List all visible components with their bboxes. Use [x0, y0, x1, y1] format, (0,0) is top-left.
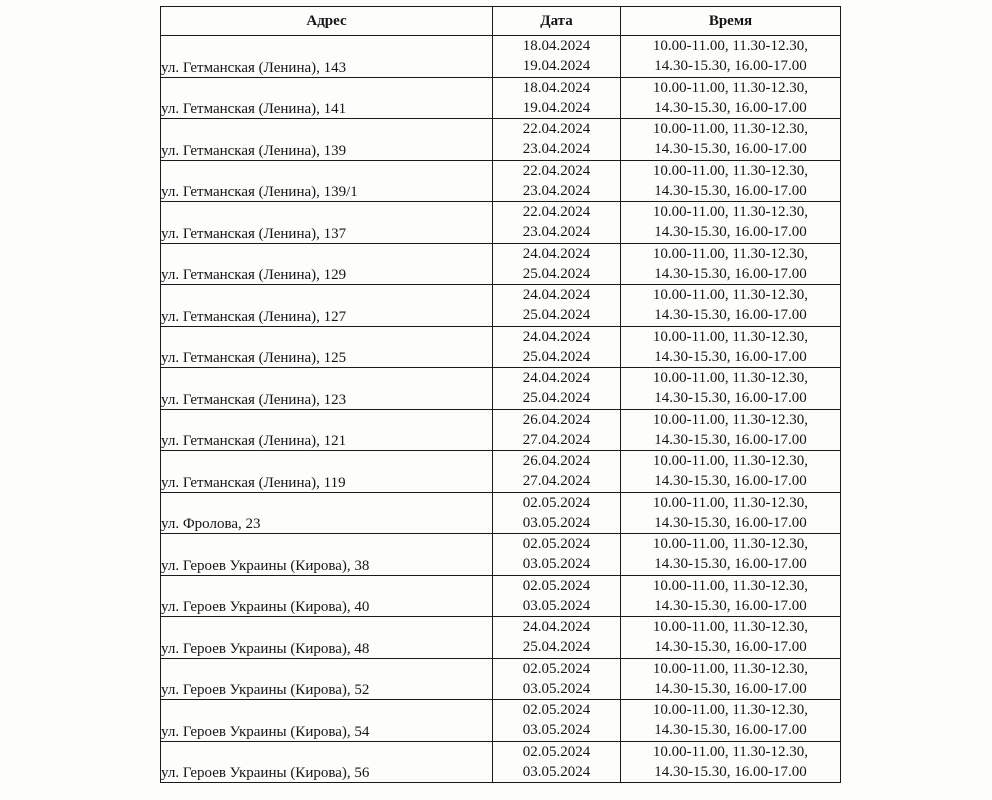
- time-line-first: 10.00-11.00, 11.30-12.30,: [652, 287, 809, 304]
- time-line-second: 14.30-15.30, 16.00-17.00: [654, 514, 807, 531]
- time-line-second: 14.30-15.30, 16.00-17.00: [654, 722, 807, 739]
- time-cell: [621, 409, 841, 451]
- time-cell: [621, 700, 841, 742]
- time-line-second: 14.30-15.30, 16.00-17.00: [654, 348, 807, 365]
- header-date: Дата: [493, 7, 621, 36]
- table-row: [161, 741, 841, 783]
- date-first: 24.04.2024: [522, 287, 591, 304]
- date-first: 26.04.2024: [522, 411, 591, 428]
- time-line-second: 14.30-15.30, 16.00-17.00: [654, 182, 807, 199]
- date-cell: [493, 700, 621, 742]
- table-row: [161, 285, 841, 327]
- schedule-table: [160, 6, 841, 783]
- date-cell: [493, 368, 621, 410]
- date-cell: [493, 160, 621, 202]
- table-row: [161, 77, 841, 119]
- date-second: 25.04.2024: [522, 639, 591, 656]
- time-cell: [621, 492, 841, 534]
- date-second: 27.04.2024: [522, 473, 591, 490]
- time-line-second: 14.30-15.30, 16.00-17.00: [654, 473, 807, 490]
- date-second: 03.05.2024: [522, 680, 591, 697]
- table-row: [161, 243, 841, 285]
- table-row: [161, 202, 841, 244]
- time-line-first: 10.00-11.00, 11.30-12.30,: [652, 370, 809, 387]
- time-line-second: 14.30-15.30, 16.00-17.00: [654, 763, 807, 780]
- time-cell: [621, 741, 841, 783]
- time-line-first: 10.00-11.00, 11.30-12.30,: [652, 411, 809, 428]
- time-cell: [621, 617, 841, 659]
- address-cell: ул. Гетманская (Ленина), 137: [161, 202, 493, 244]
- address-cell: ул. Гетманская (Ленина), 121: [161, 409, 493, 451]
- date-first: 02.05.2024: [522, 702, 591, 719]
- table-row: [161, 700, 841, 742]
- time-line-first: 10.00-11.00, 11.30-12.30,: [652, 328, 809, 345]
- date-second: 23.04.2024: [522, 224, 591, 241]
- date-cell: [493, 326, 621, 368]
- date-cell: [493, 575, 621, 617]
- date-second: 03.05.2024: [522, 556, 591, 573]
- date-cell: [493, 617, 621, 659]
- header-row: [161, 7, 841, 36]
- time-cell: [621, 368, 841, 410]
- table-body: [161, 36, 841, 783]
- date-first: 26.04.2024: [522, 453, 591, 470]
- date-first: 22.04.2024: [522, 121, 591, 138]
- date-second: 03.05.2024: [522, 763, 591, 780]
- date-second: 25.04.2024: [522, 265, 591, 282]
- time-line-second: 14.30-15.30, 16.00-17.00: [654, 58, 807, 75]
- address-cell: ул. Гетманская (Ленина), 139: [161, 119, 493, 161]
- date-second: 23.04.2024: [522, 182, 591, 199]
- date-cell: [493, 285, 621, 327]
- address-cell: ул. Гетманская (Ленина), 123: [161, 368, 493, 410]
- address-cell: ул. Фролова, 23: [161, 492, 493, 534]
- date-second: 19.04.2024: [522, 99, 591, 116]
- time-line-first: 10.00-11.00, 11.30-12.30,: [652, 453, 809, 470]
- time-line-first: 10.00-11.00, 11.30-12.30,: [652, 743, 809, 760]
- date-cell: [493, 119, 621, 161]
- time-line-first: 10.00-11.00, 11.30-12.30,: [652, 121, 809, 138]
- date-first: 18.04.2024: [522, 38, 591, 55]
- time-line-first: 10.00-11.00, 11.30-12.30,: [652, 536, 809, 553]
- date-cell: [493, 36, 621, 78]
- address-cell: ул. Гетманская (Ленина), 129: [161, 243, 493, 285]
- time-line-first: 10.00-11.00, 11.30-12.30,: [652, 38, 809, 55]
- address-cell: ул. Героев Украины (Кирова), 38: [161, 534, 493, 576]
- time-cell: [621, 160, 841, 202]
- time-line-first: 10.00-11.00, 11.30-12.30,: [652, 494, 809, 511]
- date-first: 24.04.2024: [522, 328, 591, 345]
- date-second: 27.04.2024: [522, 431, 591, 448]
- date-second: 23.04.2024: [522, 141, 591, 158]
- time-line-first: 10.00-11.00, 11.30-12.30,: [652, 79, 809, 96]
- date-second: 03.05.2024: [522, 597, 591, 614]
- table-row: [161, 492, 841, 534]
- time-cell: [621, 36, 841, 78]
- date-second: 19.04.2024: [522, 58, 591, 75]
- date-second: 03.05.2024: [522, 722, 591, 739]
- time-cell: [621, 77, 841, 119]
- time-line-first: 10.00-11.00, 11.30-12.30,: [652, 702, 809, 719]
- address-cell: ул. Героев Украины (Кирова), 54: [161, 700, 493, 742]
- time-line-first: 10.00-11.00, 11.30-12.30,: [652, 245, 809, 262]
- table-row: [161, 36, 841, 78]
- date-first: 18.04.2024: [522, 79, 591, 96]
- date-first: 02.05.2024: [522, 494, 591, 511]
- time-line-second: 14.30-15.30, 16.00-17.00: [654, 431, 807, 448]
- date-first: 02.05.2024: [522, 536, 591, 553]
- date-first: 24.04.2024: [522, 370, 591, 387]
- table-row: [161, 119, 841, 161]
- address-cell: ул. Гетманская (Ленина), 119: [161, 451, 493, 493]
- date-first: 02.05.2024: [522, 660, 591, 677]
- date-second: 25.04.2024: [522, 307, 591, 324]
- time-line-second: 14.30-15.30, 16.00-17.00: [654, 224, 807, 241]
- date-first: 22.04.2024: [522, 162, 591, 179]
- table-row: [161, 575, 841, 617]
- time-cell: [621, 326, 841, 368]
- time-cell: [621, 575, 841, 617]
- address-cell: ул. Героев Украины (Кирова), 48: [161, 617, 493, 659]
- date-cell: [493, 492, 621, 534]
- date-second: 25.04.2024: [522, 390, 591, 407]
- time-cell: [621, 451, 841, 493]
- address-cell: ул. Гетманская (Ленина), 127: [161, 285, 493, 327]
- date-first: 24.04.2024: [522, 245, 591, 262]
- time-cell: [621, 119, 841, 161]
- table-row: [161, 658, 841, 700]
- address-cell: ул. Героев Украины (Кирова), 56: [161, 741, 493, 783]
- address-cell: ул. Героев Украины (Кирова), 52: [161, 658, 493, 700]
- date-cell: [493, 243, 621, 285]
- date-second: 25.04.2024: [522, 348, 591, 365]
- table-row: [161, 617, 841, 659]
- address-cell: ул. Гетманская (Ленина), 143: [161, 36, 493, 78]
- time-line-second: 14.30-15.30, 16.00-17.00: [654, 99, 807, 116]
- date-cell: [493, 409, 621, 451]
- date-first: 02.05.2024: [522, 577, 591, 594]
- time-line-second: 14.30-15.30, 16.00-17.00: [654, 556, 807, 573]
- time-line-first: 10.00-11.00, 11.30-12.30,: [652, 660, 809, 677]
- table-row: [161, 368, 841, 410]
- time-line-second: 14.30-15.30, 16.00-17.00: [654, 265, 807, 282]
- time-cell: [621, 285, 841, 327]
- table-row: [161, 451, 841, 493]
- time-cell: [621, 658, 841, 700]
- date-cell: [493, 534, 621, 576]
- date-cell: [493, 77, 621, 119]
- address-cell: ул. Героев Украины (Кирова), 40: [161, 575, 493, 617]
- header-time: Время: [621, 7, 841, 36]
- time-line-second: 14.30-15.30, 16.00-17.00: [654, 680, 807, 697]
- time-line-second: 14.30-15.30, 16.00-17.00: [654, 307, 807, 324]
- time-line-first: 10.00-11.00, 11.30-12.30,: [652, 577, 809, 594]
- time-line-second: 14.30-15.30, 16.00-17.00: [654, 639, 807, 656]
- header-address: Адрес: [161, 7, 493, 36]
- date-cell: [493, 658, 621, 700]
- time-line-first: 10.00-11.00, 11.30-12.30,: [652, 619, 809, 636]
- date-first: 24.04.2024: [522, 619, 591, 636]
- time-cell: [621, 202, 841, 244]
- table-row: [161, 534, 841, 576]
- time-line-second: 14.30-15.30, 16.00-17.00: [654, 597, 807, 614]
- date-first: 22.04.2024: [522, 204, 591, 221]
- time-cell: [621, 243, 841, 285]
- address-cell: ул. Гетманская (Ленина), 141: [161, 77, 493, 119]
- time-line-second: 14.30-15.30, 16.00-17.00: [654, 390, 807, 407]
- address-cell: ул. Гетманская (Ленина), 125: [161, 326, 493, 368]
- date-first: 02.05.2024: [522, 743, 591, 760]
- time-cell: [621, 534, 841, 576]
- date-second: 03.05.2024: [522, 514, 591, 531]
- date-cell: [493, 202, 621, 244]
- time-line-first: 10.00-11.00, 11.30-12.30,: [652, 204, 809, 221]
- time-line-first: 10.00-11.00, 11.30-12.30,: [652, 162, 809, 179]
- time-line-second: 14.30-15.30, 16.00-17.00: [654, 141, 807, 158]
- table-row: [161, 160, 841, 202]
- table-row: [161, 409, 841, 451]
- table-row: [161, 326, 841, 368]
- date-cell: [493, 741, 621, 783]
- date-cell: [493, 451, 621, 493]
- address-cell: ул. Гетманская (Ленина), 139/1: [161, 160, 493, 202]
